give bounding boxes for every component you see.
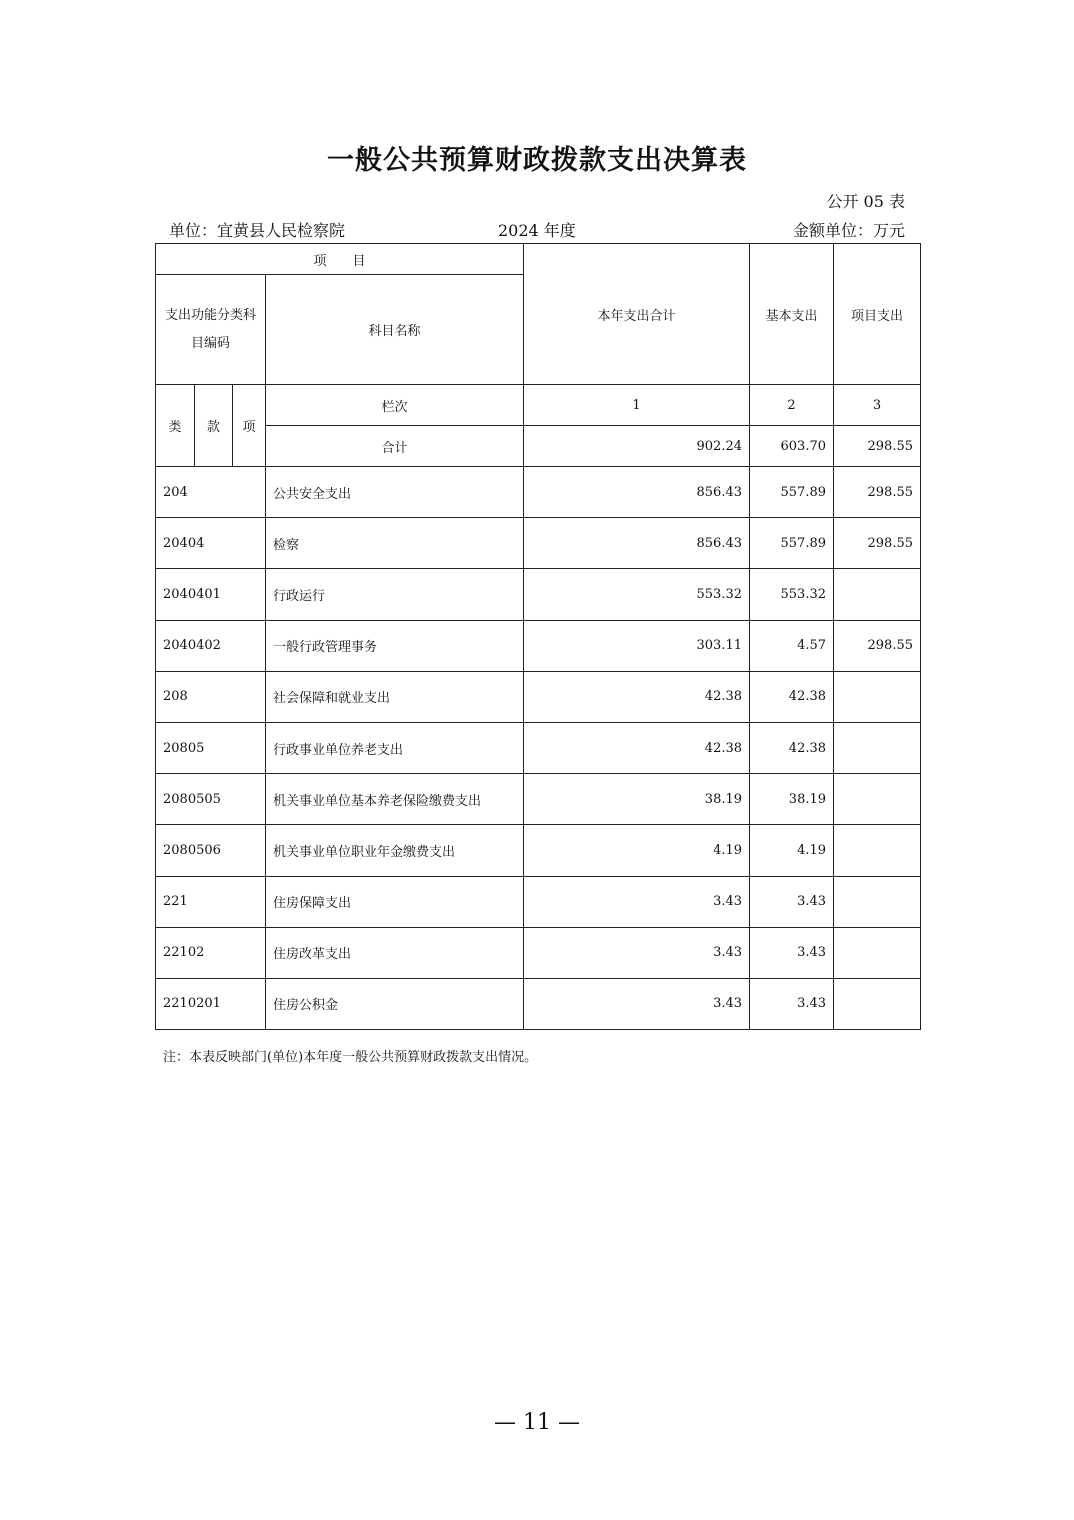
sum-total: 902.24 (524, 426, 750, 467)
table-row (156, 467, 921, 518)
row-project (834, 671, 921, 722)
row-project (834, 722, 921, 773)
row-project (834, 927, 921, 978)
row-subject-name: 机关事业单位职业年金缴费支出 (266, 825, 524, 876)
row-basic: 3.43 (750, 876, 834, 927)
row-total: 303.11 (524, 620, 750, 671)
header-total: 本年支出合计 (524, 244, 750, 385)
sum-label: 合计 (266, 426, 524, 467)
row-code: 20805 (156, 722, 266, 773)
row-total: 42.38 (524, 722, 750, 773)
row-code: 204 (156, 467, 266, 518)
column-number-3: 3 (834, 385, 921, 426)
row-basic: 3.43 (750, 927, 834, 978)
header-code-group: 支出功能分类科目编码 (156, 275, 266, 385)
table-row (156, 569, 921, 620)
row-code: 2040401 (156, 569, 266, 620)
row-basic: 4.19 (750, 825, 834, 876)
column-number-1: 1 (524, 385, 750, 426)
header-project: 项目支出 (834, 244, 921, 385)
row-basic: 4.57 (750, 620, 834, 671)
row-basic: 42.38 (750, 722, 834, 773)
row-basic: 42.38 (750, 671, 834, 722)
table-row (156, 876, 921, 927)
row-total: 38.19 (524, 774, 750, 825)
table-row (156, 825, 921, 876)
column-label: 栏次 (266, 385, 524, 426)
header-basic: 基本支出 (750, 244, 834, 385)
row-project: 298.55 (834, 620, 921, 671)
header-xiang: 项 (233, 385, 266, 467)
row-code: 208 (156, 671, 266, 722)
row-basic: 557.89 (750, 518, 834, 569)
row-code: 221 (156, 876, 266, 927)
table-row (156, 620, 921, 671)
table-row (156, 518, 921, 569)
row-code: 2210201 (156, 978, 266, 1029)
fiscal-year: 2024 年度 (498, 221, 576, 240)
budget-table (155, 243, 921, 1030)
header-subject-name: 科目名称 (266, 275, 524, 385)
table-note: 注：本表反映部门(单位)本年度一般公共预算财政拨款支出情况。 (163, 1050, 538, 1065)
row-subject-name: 行政事业单位养老支出 (266, 722, 524, 773)
row-basic: 553.32 (750, 569, 834, 620)
page-title: 一般公共预算财政拨款支出决算表 (327, 145, 747, 176)
sum-project: 298.55 (834, 426, 921, 467)
row-subject-name: 住房保障支出 (266, 876, 524, 927)
row-project (834, 825, 921, 876)
row-total: 3.43 (524, 876, 750, 927)
row-subject-name: 检察 (266, 518, 524, 569)
money-unit: 金额单位：万元 (792, 221, 905, 240)
row-project (834, 774, 921, 825)
form-number: 公开 05 表 (826, 192, 905, 211)
row-project (834, 569, 921, 620)
reporting-unit: 单位：宜黄县人民检察院 (169, 221, 346, 240)
row-project: 298.55 (834, 467, 921, 518)
row-subject-name: 机关事业单位基本养老保险缴费支出 (266, 774, 524, 825)
header-item: 项 目 (156, 244, 524, 275)
row-code: 2040402 (156, 620, 266, 671)
row-subject-name: 住房公积金 (266, 978, 524, 1029)
table-row (156, 722, 921, 773)
row-code: 20404 (156, 518, 266, 569)
row-code: 2080505 (156, 774, 266, 825)
row-basic: 557.89 (750, 467, 834, 518)
sum-basic: 603.70 (750, 426, 834, 467)
table-row (156, 774, 921, 825)
page-number: — 11 — (494, 1410, 580, 1435)
row-total: 856.43 (524, 518, 750, 569)
row-basic: 38.19 (750, 774, 834, 825)
row-total: 553.32 (524, 569, 750, 620)
row-total: 856.43 (524, 467, 750, 518)
row-subject-name: 住房改革支出 (266, 927, 524, 978)
row-code: 22102 (156, 927, 266, 978)
row-total: 4.19 (524, 825, 750, 876)
header-lei: 类 (156, 385, 195, 467)
table-row (156, 927, 921, 978)
row-total: 3.43 (524, 978, 750, 1029)
row-total: 3.43 (524, 927, 750, 978)
row-project (834, 876, 921, 927)
row-project (834, 978, 921, 1029)
row-code: 2080506 (156, 825, 266, 876)
row-subject-name: 社会保障和就业支出 (266, 671, 524, 722)
row-total: 42.38 (524, 671, 750, 722)
row-subject-name: 公共安全支出 (266, 467, 524, 518)
row-project: 298.55 (834, 518, 921, 569)
column-number-2: 2 (750, 385, 834, 426)
row-subject-name: 一般行政管理事务 (266, 620, 524, 671)
row-subject-name: 行政运行 (266, 569, 524, 620)
table-row (156, 978, 921, 1029)
header-kuan: 款 (195, 385, 233, 467)
table-row (156, 671, 921, 722)
row-basic: 3.43 (750, 978, 834, 1029)
